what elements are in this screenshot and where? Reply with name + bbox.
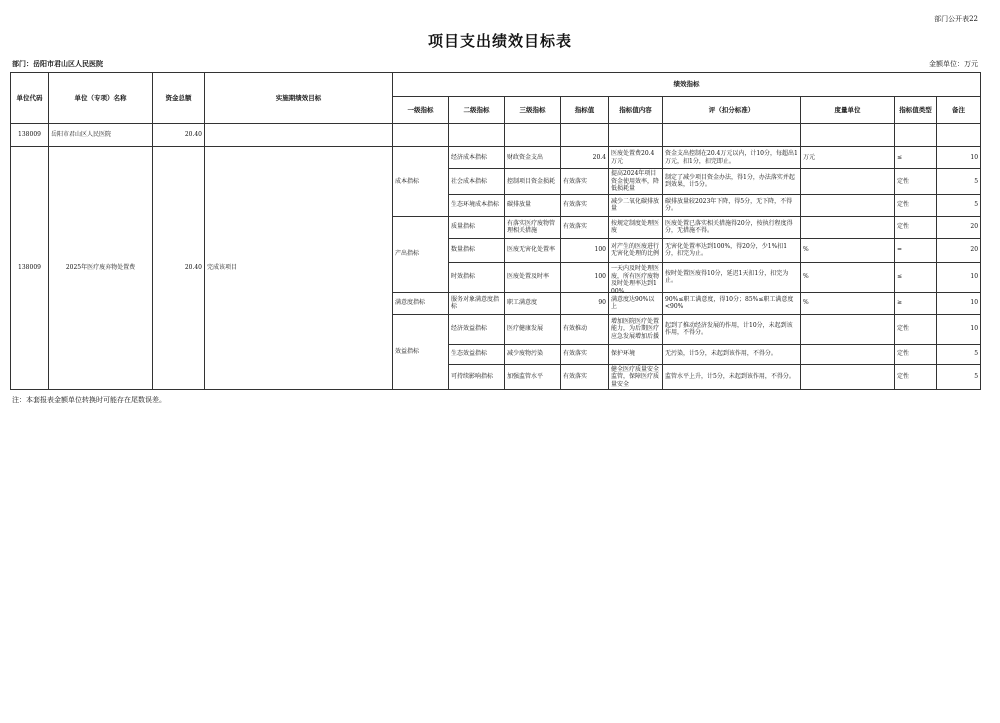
header-remark: 备注 — [937, 97, 981, 124]
cell-content: 满意度达90%以上 — [609, 292, 663, 314]
cell-type: = — [895, 238, 937, 262]
department-label: 部门：岳阳市君山区人民医院 — [12, 59, 103, 68]
cell-remark: 20 — [937, 238, 981, 262]
header-value: 指标值 — [561, 97, 609, 124]
cell-level2: 时效指标 — [449, 262, 505, 292]
cell-level3: 职工满意度 — [505, 292, 561, 314]
cell-level2: 可持续影响指标 — [449, 364, 505, 390]
cell-standard: 按时处置医废得10分，延迟1天扣1分，扣完为止。 — [663, 262, 801, 292]
cell-level2: 生态环境成本指标 — [449, 194, 505, 216]
cell-level3: 加强监管水平 — [505, 364, 561, 390]
cell-level3: 碳排放量 — [505, 194, 561, 216]
performance-target-table — [10, 72, 981, 390]
cell-content: 按规定制度处理医废 — [609, 216, 663, 238]
cell-content: 健全医疗质量安全监管，保障医疗质量安全 — [609, 364, 663, 390]
cell-standard: 制定了减少项目资金办法，得1分，办法落实并起到效果，计5分。 — [663, 169, 801, 195]
cell-remark: 10 — [937, 262, 981, 292]
cell-level3: 医废处置及时率 — [505, 262, 561, 292]
level1-satisfaction: 满意度指标 — [393, 292, 449, 314]
cell-content: 提高2024年项目资金使用效率，降低损耗量 — [609, 169, 663, 195]
cell-unit — [801, 364, 895, 390]
cell-value: 有效推动 — [561, 314, 609, 344]
header-measure-unit: 度量单位 — [801, 97, 895, 124]
cell-unit — [801, 194, 895, 216]
cell-type: 定性 — [895, 194, 937, 216]
cell-unit: % — [801, 292, 895, 314]
table-number-label: 部门公开表22 — [934, 15, 978, 23]
cell-level3: 有落实医疗废物管理相关措施 — [505, 216, 561, 238]
level1-output: 产出指标 — [393, 216, 449, 292]
cell-unit: % — [801, 262, 895, 292]
level1-cost: 成本指标 — [393, 147, 449, 217]
cell-content: 减少二氧化碳排放量 — [609, 194, 663, 216]
cell-level3: 医疗健康发展 — [505, 314, 561, 344]
cell-standard: 无害化处置率达到100%，得20分，少1%扣1分，扣完为止。 — [663, 238, 801, 262]
cell-remark: 5 — [937, 169, 981, 195]
project-amount: 20.40 — [153, 147, 205, 390]
cell-value: 100 — [561, 238, 609, 262]
amount-unit-label: 金额单位：万元 — [929, 60, 978, 68]
cell-value: 20.4 — [561, 147, 609, 169]
summary-name: 岳阳市君山区人民医院 — [49, 124, 153, 147]
cell-content: 一天内及时处理医废，所有医疗废物及时处理率达到100% — [609, 262, 663, 292]
project-name: 2025年医疗废弃物处置费 — [49, 147, 153, 390]
cell-remark: 20 — [937, 216, 981, 238]
cell-unit — [801, 314, 895, 344]
cell-content: 对产生的医废进行无害化处理的比例 — [609, 238, 663, 262]
cell-content: 医废处置费20.4万元 — [609, 147, 663, 169]
project-target: 完成该项目 — [205, 147, 393, 390]
cell-standard: 医废处置已落实相关措施得20分，按执行程度得分，无措施不得。 — [663, 216, 801, 238]
header-target: 实施期绩效目标 — [205, 73, 393, 124]
cell-standard: 90%≤职工满意度，得10分；85%≤职工满意度<90% — [663, 292, 801, 314]
cell-type: 定性 — [895, 314, 937, 344]
cell-type: 定性 — [895, 216, 937, 238]
page-title: 项目支出绩效目标表 — [427, 32, 572, 50]
cell-value: 有效落实 — [561, 344, 609, 364]
cell-unit: % — [801, 238, 895, 262]
cell-level2: 质量指标 — [449, 216, 505, 238]
cell-level2: 社会成本指标 — [449, 169, 505, 195]
cell-level2: 经济效益指标 — [449, 314, 505, 344]
header-total-funds: 资金总额 — [153, 73, 205, 124]
cell-unit: 万元 — [801, 147, 895, 169]
cell-type: 定性 — [895, 344, 937, 364]
cell-value: 有效落实 — [561, 364, 609, 390]
project-code: 138009 — [11, 147, 49, 390]
cell-level2: 经济成本指标 — [449, 147, 505, 169]
header-unit-name: 单位（专项）名称 — [49, 73, 153, 124]
cell-level3: 医废无害化处置率 — [505, 238, 561, 262]
table-row — [11, 147, 981, 169]
cell-level2: 服务对象满意度指标 — [449, 292, 505, 314]
cell-level3: 减少废物污染 — [505, 344, 561, 364]
cell-level2: 数量指标 — [449, 238, 505, 262]
cell-unit — [801, 216, 895, 238]
header-content: 指标值内容 — [609, 97, 663, 124]
header-level2: 二级指标 — [449, 97, 505, 124]
cell-remark: 10 — [937, 147, 981, 169]
cell-remark: 5 — [937, 344, 981, 364]
cell-remark: 10 — [937, 292, 981, 314]
cell-unit — [801, 344, 895, 364]
cell-type: ≤ — [895, 147, 937, 169]
cell-content: 增加医院医疗处置能力，为后期医疗应急发展增加后援 — [609, 314, 663, 344]
footnote: 注：本套报表金额单位转换时可能存在尾数误差。 — [12, 396, 166, 404]
cell-standard: 资金支出控制在20.4万元以内，计10分，每超出1万元，扣1分，扣完即止。 — [663, 147, 801, 169]
header-level3: 三级指标 — [505, 97, 561, 124]
summary-code: 138009 — [11, 124, 49, 147]
cell-remark: 10 — [937, 314, 981, 344]
cell-value: 有效落实 — [561, 169, 609, 195]
cell-value: 90 — [561, 292, 609, 314]
cell-type: ≥ — [895, 292, 937, 314]
cell-type: 定性 — [895, 364, 937, 390]
summary-amount: 20.40 — [153, 124, 205, 147]
cell-standard: 碳排放量较2023年下降，得5分，无下降，不得分。 — [663, 194, 801, 216]
summary-row — [11, 124, 981, 147]
header-value-type: 指标值类型 — [895, 97, 937, 124]
cell-content: 保护环境 — [609, 344, 663, 364]
cell-standard: 起到了推动经济发展的作用，计10分，未起到该作用，不得分。 — [663, 314, 801, 344]
cell-level3: 财政资金支出 — [505, 147, 561, 169]
header-level1: 一级指标 — [393, 97, 449, 124]
cell-remark: 5 — [937, 194, 981, 216]
cell-level2: 生态效益指标 — [449, 344, 505, 364]
header-standard: 评（扣分标准） — [663, 97, 801, 124]
cell-unit — [801, 169, 895, 195]
header-unit-code: 单位代码 — [11, 73, 49, 124]
cell-type: 定性 — [895, 169, 937, 195]
cell-type: ≤ — [895, 262, 937, 292]
cell-standard: 无污染，计5分，未起到该作用，不得分。 — [663, 344, 801, 364]
cell-level3: 控制项目资金损耗 — [505, 169, 561, 195]
header-indicators: 绩效指标 — [393, 73, 981, 97]
level1-benefit: 效益指标 — [393, 314, 449, 390]
cell-value: 有效落实 — [561, 194, 609, 216]
cell-remark: 5 — [937, 364, 981, 390]
cell-standard: 监管水平上升，计5分，未起到该作用，不得分。 — [663, 364, 801, 390]
cell-value: 100 — [561, 262, 609, 292]
cell-value: 有效落实 — [561, 216, 609, 238]
